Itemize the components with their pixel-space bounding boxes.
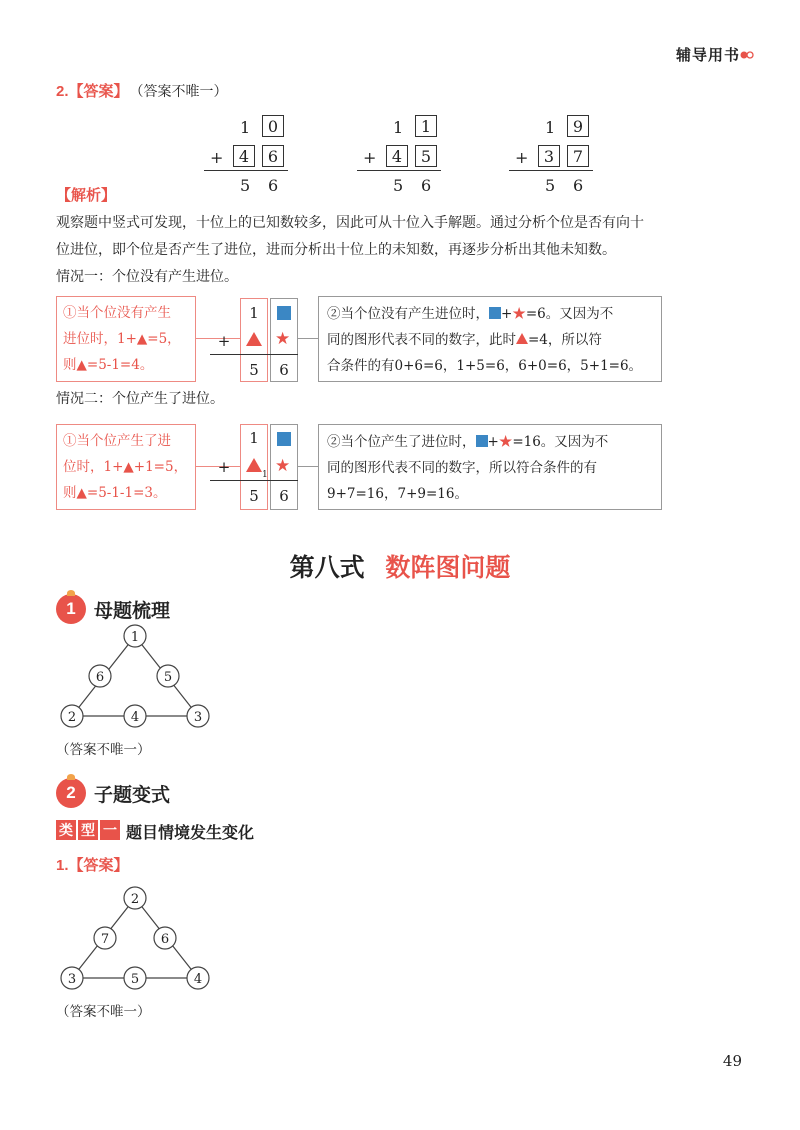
sum3-res-ones: 6 <box>573 176 584 195</box>
node-bottom-right: 3 <box>193 710 203 725</box>
case2-right-b: =16。又因为不 <box>512 434 609 450</box>
part1-note: （答案不唯一） <box>56 742 151 758</box>
red-star-icon: ★ <box>498 434 513 450</box>
red-triangle-icon <box>516 333 528 344</box>
type-tag-1: 类 <box>56 820 76 840</box>
sum2-top-ones: 1 <box>415 115 437 137</box>
case1-right-l2: 同的图形代表不同的数字，此时 <box>327 332 516 348</box>
sum1-bot-ones: 6 <box>262 145 284 167</box>
case1-right-box: ②当个位没有产生进位时， +★=6。又因为不 同的图形代表不同的数字，此时 =4，所以符 合条件的有0+6=6，1+5=6，6+0=6，5+1=6。 <box>318 296 662 382</box>
type-title: 题目情境发生变化 <box>126 825 255 842</box>
node-right-mid: 6 <box>160 932 170 947</box>
case1-right-a: ②当个位没有产生进位时， <box>327 306 489 322</box>
node-top: 1 <box>130 630 140 645</box>
case1-five: 5 <box>249 361 259 379</box>
sum1-bot-tens: 4 <box>233 145 255 167</box>
type-tag-3: 一 <box>100 820 120 840</box>
case2-plus: + <box>217 458 231 476</box>
part1-badge: 1 <box>56 594 86 624</box>
blue-square-icon <box>277 432 291 446</box>
q2-label: 2.【答案】 <box>56 83 129 100</box>
red-triangle-icon <box>246 332 262 346</box>
triangle-number-array-1 <box>50 622 230 734</box>
blue-square-icon <box>489 307 501 319</box>
analysis-line-1: 观察题中竖式可发现，十位上的已知数较多，因此可从十位入手解题。通过分析个位是否有向十 <box>56 215 644 231</box>
node-top: 2 <box>130 892 140 907</box>
case1-left-l1: ①当个位没有产生 <box>63 305 171 321</box>
case2-right-l3: 9+7=16，7+9=16。 <box>327 486 468 502</box>
case1-right-l2b: =4，所以符 <box>528 332 602 348</box>
case1-title: 情况一：个位没有产生进位。 <box>56 269 238 285</box>
case2-right-box: ②当个位产生了进位时， +★=16。又因为不 同的图形代表不同的数字，所以符合条件的有 9+7=16，7+9=16。 <box>318 424 662 510</box>
part2-title: 子题变式 <box>94 785 171 806</box>
case1-left-l3: 则▲=5-1=4。 <box>63 357 154 373</box>
sum1-plus: + <box>210 148 224 167</box>
section-name: 数阵图问题 <box>385 554 511 582</box>
section-prefix: 第八式 <box>289 554 365 582</box>
sum2-res-ones: 6 <box>421 176 432 195</box>
q2-note: （答案不唯一） <box>136 83 228 99</box>
part2-badge: 2 <box>56 778 86 808</box>
case1-six: 6 <box>279 361 289 379</box>
case1-right-b: =6。又因为不 <box>525 306 614 322</box>
case2-title: 情况二：个位产生了进位。 <box>56 391 224 407</box>
sum2-res-tens: 5 <box>393 176 404 195</box>
sum2-bot-ones: 5 <box>415 145 437 167</box>
node-bottom-left: 2 <box>67 710 77 725</box>
analysis-line-2: 位进位，即个位是否产生了进位，进而分析出十位上的未知数，再逐步分析出其他未知数。 <box>56 242 616 258</box>
case2-six: 6 <box>279 487 289 505</box>
analysis-title: 【解析】 <box>56 187 117 204</box>
case1-left-l2: 进位时，1+▲=5， <box>63 331 181 347</box>
case1-left-box <box>56 296 196 382</box>
case2-left-l2: 位时，1+▲+1=5， <box>63 459 188 475</box>
case2-one: 1 <box>249 429 259 447</box>
sum3-line <box>509 170 593 171</box>
case2-five: 5 <box>249 487 259 505</box>
q2-heading <box>56 80 228 101</box>
node-bottom-right: 4 <box>193 972 203 987</box>
sum2-top-tens: 1 <box>393 118 404 137</box>
case2-carry: 1 <box>262 470 268 480</box>
sum2-bot-tens: 4 <box>386 145 408 167</box>
case1-one: 1 <box>249 304 259 322</box>
case2-left-l1: ①当个位产生了进 <box>63 433 171 449</box>
case2-left-l3: 则▲=5-1-1=3。 <box>63 485 167 501</box>
part2-note: （答案不唯一） <box>56 1004 151 1020</box>
sum1-res-ones: 6 <box>268 176 279 195</box>
section-title <box>0 548 800 584</box>
sum3-top-tens: 1 <box>545 118 556 137</box>
case1-connector-right <box>298 338 318 339</box>
blue-square-icon <box>476 435 488 447</box>
type-tag-2: 型 <box>78 820 98 840</box>
sum2-plus: + <box>363 148 377 167</box>
blue-square-icon <box>277 306 291 320</box>
sum2-line <box>357 170 441 171</box>
case1-sum-line <box>210 354 298 355</box>
node-bottom-mid: 4 <box>130 710 140 725</box>
page-number: 49 <box>722 1052 742 1070</box>
node-left-mid: 7 <box>100 932 110 947</box>
brand-title: 辅导用书 <box>675 47 740 64</box>
node-left-mid: 6 <box>95 670 105 685</box>
sum3-res-tens: 5 <box>545 176 556 195</box>
case2-left-box <box>56 424 196 510</box>
sum3-plus: + <box>515 148 529 167</box>
case2-right-a: ②当个位产生了进位时， <box>327 434 476 450</box>
sum3-top-ones: 9 <box>567 115 589 137</box>
node-bottom-mid: 5 <box>130 972 140 987</box>
case2-right-l2: 同的图形代表不同的数字，所以符合条件的有 <box>327 460 597 476</box>
type-tag <box>56 820 120 840</box>
sum3-bot-ones: 7 <box>567 145 589 167</box>
case1-plus: + <box>217 332 231 350</box>
part2-answer-label: 1.【答案】 <box>56 857 129 874</box>
brand-dots-icon <box>740 50 754 60</box>
sum1-res-tens: 5 <box>240 176 251 195</box>
node-bottom-left: 3 <box>67 972 77 987</box>
sum1-line <box>204 170 288 171</box>
case1-right-l3: 合条件的有0+6=6，1+5=6，6+0=6，5+1=6。 <box>327 358 643 374</box>
case2-connector-right <box>298 466 318 467</box>
sum3-bot-tens: 3 <box>538 145 560 167</box>
sum1-top-ones: 0 <box>262 115 284 137</box>
node-right-mid: 5 <box>163 670 173 685</box>
red-star-icon: ★ <box>275 329 291 349</box>
red-triangle-icon <box>246 458 262 472</box>
red-star-icon: ★ <box>512 306 526 322</box>
red-star-icon: ★ <box>275 456 291 476</box>
triangle-number-array-2 <box>50 882 230 994</box>
sum1-top-tens: 1 <box>240 118 251 137</box>
part1-title: 母题梳理 <box>94 601 171 622</box>
case2-sum-line <box>210 480 298 481</box>
